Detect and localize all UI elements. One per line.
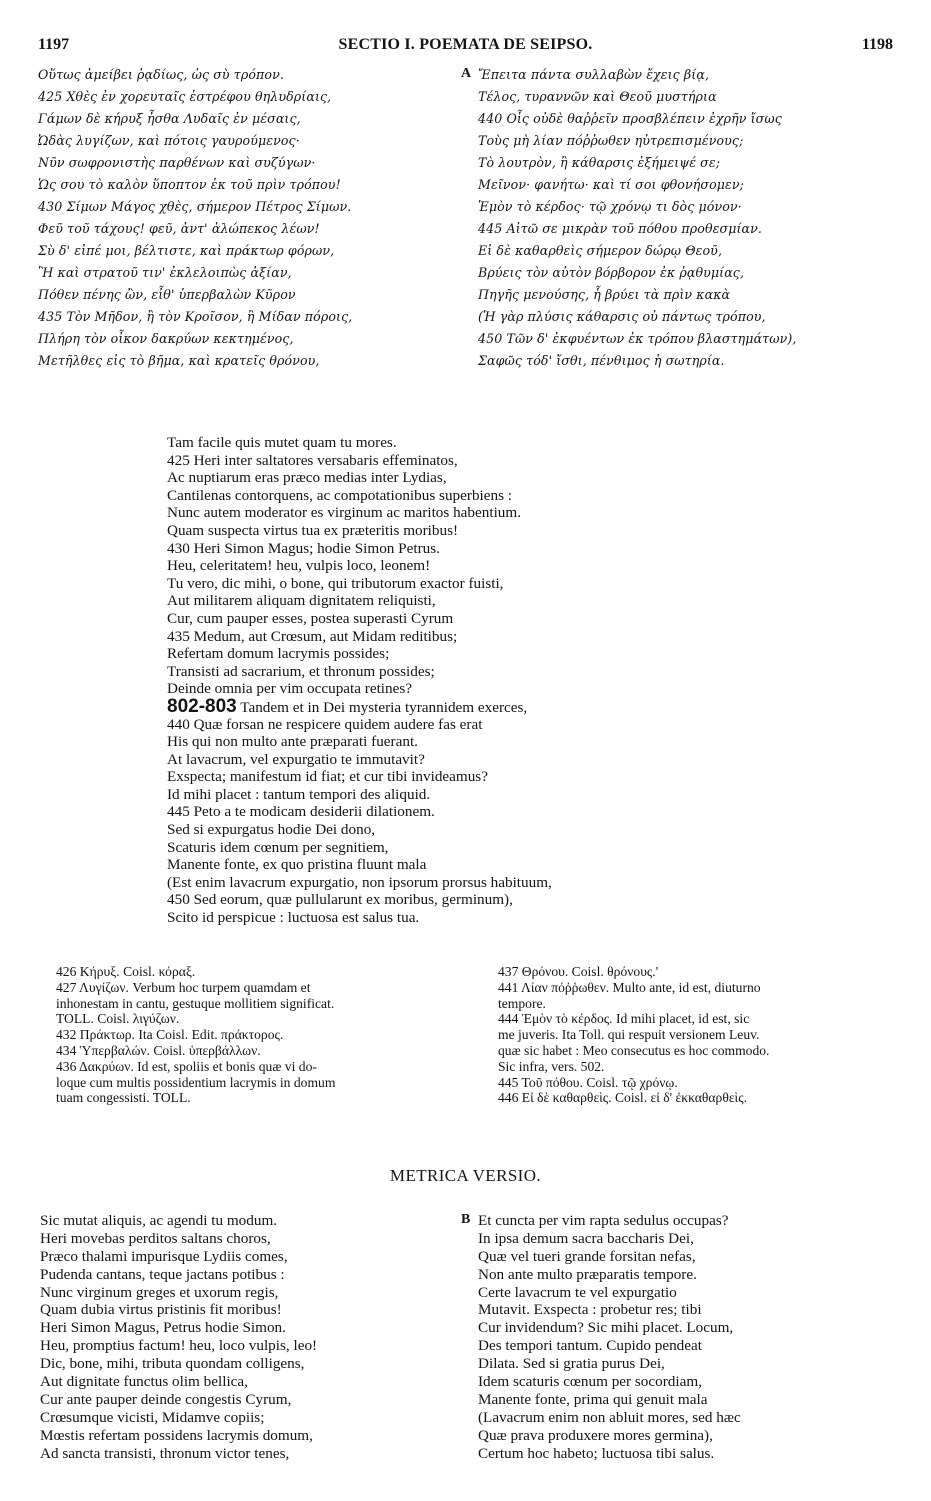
running-header bbox=[38, 36, 893, 58]
latin-verse-line: Heu, celeritatem! heu, vulpis loco, leonem! bbox=[167, 557, 431, 575]
greek-verse-line: Ὠδὰς λυγίζων, καὶ πότοις γαυρούμενος· bbox=[38, 133, 300, 148]
greek-verse-line: 450 Τῶν δ' ἐκφυέντων ἐκ τρόπου βλαστημάτων), bbox=[478, 331, 797, 346]
latin-verse-line: Aut militarem aliquam dignitatem reliquisti, bbox=[167, 592, 436, 610]
footnote-line: 445 Τοῦ πόθου. Coisl. τῷ χρόνῳ. bbox=[498, 1074, 678, 1090]
footnote-line: 437 Θρόνου. Coisl. θρόνους.' bbox=[498, 964, 659, 979]
greek-verse-line: Τὸ λουτρὸν, ἢ κάθαρσις ἐξήμειψέ σε; bbox=[478, 155, 721, 170]
greek-verse-line: Σαφῶς τόδ' ἴσθι, πένθιμος ἡ σωτηρία. bbox=[478, 353, 725, 368]
column-marker-a: A bbox=[461, 66, 472, 81]
latin-verse-line: Ac nuptiarum eras præco medias inter Lydias, bbox=[167, 469, 447, 487]
footnote-line: 436 Δακρύων. Id est, spoliis et bonis quæ vi do- bbox=[56, 1058, 317, 1074]
greek-verse-line: 445 Αἰτῶ σε μικρὰν τοῦ πόθου προθεσμίαν. bbox=[478, 221, 762, 236]
metrica-versio-left-column bbox=[40, 1212, 440, 1462]
footnotes-right-column bbox=[498, 964, 898, 1106]
footnote-line: loque cum multis possidentium lacrymis in domum bbox=[56, 1074, 336, 1090]
greek-verse-line: Βρύεις τὸν αὐτὸν βόρβορον ἐκ ῥᾳθυμίας, bbox=[478, 265, 745, 280]
latin-verse-line: Cur, cum pauper esses, postea superasti Cyrum bbox=[167, 609, 454, 627]
latin-verse-line: Scaturis idem cœnum per segnitiem, bbox=[167, 838, 389, 856]
metrica-verse-line: Mutavit. Exspecta : probetur res; tibi bbox=[478, 1301, 702, 1319]
footnotes-left-column bbox=[56, 964, 456, 1106]
greek-verse-line: Πόθεν πένης ὢν, εἶθ' ὑπερβαλὼν Κῦρον bbox=[38, 287, 296, 302]
metrica-verse-line: Heri movebas perditos saltans choros, bbox=[40, 1229, 271, 1247]
metrica-verse-line: Præco thalami impurisque Lydiis comes, bbox=[40, 1247, 288, 1265]
latin-verse-line: Tu vero, dic mihi, o bone, qui tributorum exactor fuisti, bbox=[167, 574, 504, 592]
metrica-verse-line: Cur ante pauper deinde congestis Cyrum, bbox=[40, 1390, 292, 1408]
metrica-verse-line: Non ante multo præparatis tempore. bbox=[478, 1265, 697, 1283]
latin-verse-line: Scito id perspicue : luctuosa est salus tua. bbox=[167, 909, 420, 927]
greek-verse-line: Τέλος, τυραννῶν καὶ Θεοῦ μυστήρια bbox=[478, 89, 717, 104]
greek-verse-line: Φεῦ τοῦ τάχους! φεῦ, ἀντ' ἀλώπεκος λέων! bbox=[38, 221, 320, 236]
greek-verse-line: Τοὺς μὴ λίαν πόῤῥωθεν ηὐτρεπισμένους; bbox=[478, 133, 744, 148]
latin-verse-line: Exspecta; manifestum id fiat; et cur tibi invideamus? bbox=[167, 768, 488, 786]
latin-verse-line: Sed si expurgatus hodie Dei dono, bbox=[167, 821, 376, 839]
metrica-verse-line: Cur invidendum? Sic mihi placet. Locum, bbox=[478, 1319, 734, 1337]
latin-verse-line: 450 Sed eorum, quæ pullularunt ex moribus, germinum), bbox=[167, 891, 513, 909]
metrica-verse-line: Aut dignitate functus olim bellica, bbox=[40, 1373, 248, 1391]
greek-verse-line: Εἰ δὲ καθαρθεὶς σήμερον δώρῳ Θεοῦ, bbox=[478, 243, 723, 258]
metrica-verse-line: Ad sancta transisti, thronum victor tenes, bbox=[40, 1444, 290, 1462]
latin-verse-line: Tam facile quis mutet quam tu mores. bbox=[167, 434, 397, 451]
footnote-line: TOLL. Coisl. λιγύζων. bbox=[56, 1011, 180, 1027]
footnote-line: 427 Λυγίζων. Verbum hoc turpem quamdam et bbox=[56, 979, 311, 995]
footnote-line: 441 Λίαν πόῤῥωθεν. Multo ante, id est, diuturno bbox=[498, 979, 761, 995]
latin-verse-line: His qui non multo ante præparati fuerant. bbox=[167, 733, 418, 751]
page-number-right: 1198 bbox=[861, 36, 893, 53]
latin-verse-line: Quam suspecta virtus tua ex præteritis moribus! bbox=[167, 521, 459, 539]
latin-verse-line: 445 Peto a te modicam desiderii dilationem. bbox=[167, 803, 435, 821]
metrica-verse-line: Nunc virginum greges et uxorum regis, bbox=[40, 1283, 279, 1301]
latin-line-column-number bbox=[167, 695, 747, 717]
metrica-verse-line: Quam dubia virtus pristinis fit moribus! bbox=[40, 1301, 282, 1319]
column-number: 802-803 bbox=[167, 695, 237, 717]
metrica-verse-line: In ipsa demum sacra baccharis Dei, bbox=[478, 1229, 694, 1247]
greek-verse-line: Σὺ δ' εἰπέ μοι, βέλτιστε, καὶ πράκτωρ φόρων, bbox=[38, 243, 335, 258]
greek-verse-line: 440 Οἷς οὐδὲ θαῤῥεῖν προσβλέπειν ἐχρῆν ἴσως bbox=[478, 111, 782, 126]
greek-verse-line: Ἢ καὶ στρατοῦ τιν' ἐκλελοιπὼς ἀξίαν, bbox=[38, 265, 292, 280]
footnote-line: 434 Ὑπερβαλών. Coisl. ὑπερβάλλων. bbox=[56, 1042, 261, 1058]
metrica-versio-right-column bbox=[478, 1212, 898, 1462]
greek-verse-line: (Ἡ γὰρ πλύσις κάθαρσις οὐ πάντως τρόπου, bbox=[478, 309, 766, 324]
greek-verse-line: Οὕτως ἀμείβει ῥᾳδίως, ὡς σὺ τρόπον. bbox=[38, 67, 284, 82]
latin-verse-line: Refertam domum lacrymis possides; bbox=[167, 645, 390, 663]
footnote-line: inhonestam in cantu, gestuque mollitiem significat. bbox=[56, 995, 335, 1011]
footnote-line: tempore. bbox=[498, 995, 546, 1011]
footnote-line: 444 Ἐμὸν τὸ κέρδος. Id mihi placet, id est, sic bbox=[498, 1011, 750, 1027]
greek-verse-line: 425 Χθὲς ἐν χορευταῖς ἐστρέφου θηλυδρίαις, bbox=[38, 89, 332, 104]
latin-verse-line: Transisti ad sacrarium, et thronum possides; bbox=[167, 662, 435, 680]
metrica-verse-line: Quæ vel tueri grande forsitan nefas, bbox=[478, 1247, 696, 1265]
latin-verse-line: 440 Quæ forsan ne respicere quidem audere fas erat bbox=[167, 715, 483, 733]
greek-verse-line: Μετῆλθες εἰς τὸ βῆμα, καὶ κρατεῖς θρόνου, bbox=[38, 353, 320, 368]
latin-verse-line: At lavacrum, vel expurgatio te immutavit? bbox=[167, 750, 425, 768]
running-title: SECTIO I. POEMATA DE SEIPSO. bbox=[338, 36, 593, 53]
greek-verse-line: Μεῖνον· φανήτω· καὶ τί σοι φθονήσομεν; bbox=[478, 177, 744, 192]
greek-verse-line: Γάμων δὲ κήρυξ ἦσθα Λυδαῖς ἐν μέσαις, bbox=[38, 111, 301, 126]
latin-verse-line: Id mihi placet : tantum tempori des aliquid. bbox=[167, 785, 431, 803]
latin-verse-line: 430 Heri Simon Magus; hodie Simon Petrus. bbox=[167, 539, 440, 557]
greek-verse-line: 430 Σίμων Μάγος χθὲς, σήμερον Πέτρος Σίμων. bbox=[38, 199, 352, 214]
greek-verse-line: 435 Τὸν Μῆδον, ἢ τὸν Κροῖσον, ἢ Μίδαν πόροις, bbox=[38, 309, 353, 324]
metrica-verse-line: Mœstis refertam possidens lacrymis domum, bbox=[40, 1426, 313, 1444]
metrica-verse-line: Pudenda cantans, teque jactans potibus : bbox=[40, 1265, 285, 1283]
latin-verse-line: Deinde omnia per vim occupata retines? bbox=[167, 680, 413, 698]
latin-verse-line: Cantilenas contorquens, ac compotationibus superbiens : bbox=[167, 486, 513, 504]
metrica-verse-line: (Lavacrum enim non abluit mores, sed hæc bbox=[478, 1408, 741, 1426]
latin-verse-line: 425 Heri inter saltatores versabaris effeminatos, bbox=[167, 451, 458, 469]
latin-line-text: Tandem et in Dei mysteria tyrannidem exerces, bbox=[236, 698, 528, 716]
metrica-verse-line: Et cuncta per vim rapta sedulus occupas? bbox=[478, 1212, 729, 1229]
footnote-line: Sic infra, vers. 502. bbox=[498, 1058, 605, 1074]
metrica-verse-line: Certe lavacrum te vel expurgatio bbox=[478, 1283, 677, 1301]
greek-verse-line: Πηγῆς μενούσης, ἧ βρύει τὰ πρὶν κακὰ bbox=[478, 287, 731, 302]
section-title: METRICA VERSIO. bbox=[389, 1166, 542, 1185]
metrica-verse-line: Heri Simon Magus, Petrus hodie Simon. bbox=[40, 1319, 286, 1337]
greek-text-right-column bbox=[478, 64, 898, 372]
latin-verse-line: (Est enim lavacrum expurgatio, non ipsorum prorsus habituum, bbox=[167, 873, 552, 891]
metrica-verse-line: Quæ prava produxere mores germina), bbox=[478, 1426, 713, 1444]
metrica-verse-line: Dilata. Sed si gratia purus Dei, bbox=[478, 1355, 665, 1373]
latin-verse-line: Manente fonte, ex quo pristina fluunt mala bbox=[167, 856, 427, 874]
metrica-verse-line: Manente fonte, prima qui genuit mala bbox=[478, 1390, 708, 1408]
footnote-line: me juveris. Ita Toll. qui respuit versionem Leuv. bbox=[498, 1027, 760, 1043]
latin-verse-line: Nunc autem moderator es virginum ac maritos habentium. bbox=[167, 504, 521, 522]
footnote-line: tuam congessisti. TOLL. bbox=[56, 1090, 191, 1106]
footnote-line: quæ sic habet : Meo consecutus es hoc commodo. bbox=[498, 1042, 770, 1058]
latin-translation bbox=[167, 434, 747, 927]
footnote-line: 426 Κήρυξ. Coisl. κόραξ. bbox=[56, 964, 196, 979]
column-marker-b: B bbox=[461, 1212, 471, 1227]
metrica-verse-line: Dic, bone, mihi, tributa quondam colligens, bbox=[40, 1355, 305, 1373]
greek-verse-line: Πλήρη τὸν οἶκον δακρύων κεκτημένος, bbox=[38, 331, 294, 346]
page-number-left: 1197 bbox=[38, 36, 70, 53]
metrica-verse-line: Des tempori tantum. Cupido pendeat bbox=[478, 1337, 702, 1355]
metrica-verse-line: Idem scaturis cœnum per socordiam, bbox=[478, 1373, 702, 1391]
greek-verse-line: Ἐμὸν τὸ κέρδος· τῷ χρόνῳ τι δὸς μόνον· bbox=[478, 199, 742, 214]
greek-verse-line: Ὡς σου τὸ καλὸν ὕποπτον ἐκ τοῦ πρὶν τρόπου! bbox=[38, 177, 341, 192]
footnote-line: 432 Πράκτωρ. Ita Coisl. Edit. πράκτορος. bbox=[56, 1027, 284, 1043]
metrica-verse-line: Crœsumque vicisti, Midamve copiis; bbox=[40, 1408, 265, 1426]
metrica-verse-line: Certum hoc habeto; luctuosa tibi salus. bbox=[478, 1444, 715, 1462]
greek-verse-line: Ἔπειτα πάντα συλλαβὼν ἔχεις βίᾳ, bbox=[478, 67, 710, 82]
greek-text-left-column bbox=[38, 64, 458, 372]
metrica-verse-line: Heu, promptius factum! heu, loco vulpis, leo! bbox=[40, 1337, 318, 1355]
latin-verse-line: 435 Medum, aut Crœsum, aut Midam reditibus; bbox=[167, 627, 458, 645]
greek-verse-line: Νῦν σωφρονιστὴς παρθένων καὶ συζύγων· bbox=[38, 155, 316, 170]
metrica-verse-line: Sic mutat aliquis, ac agendi tu modum. bbox=[40, 1212, 278, 1229]
footnote-line: 446 Εἰ δὲ καθαρθεὶς. Coisl. εἰ δ' ἐκκαθαρθεὶς. bbox=[498, 1090, 747, 1106]
